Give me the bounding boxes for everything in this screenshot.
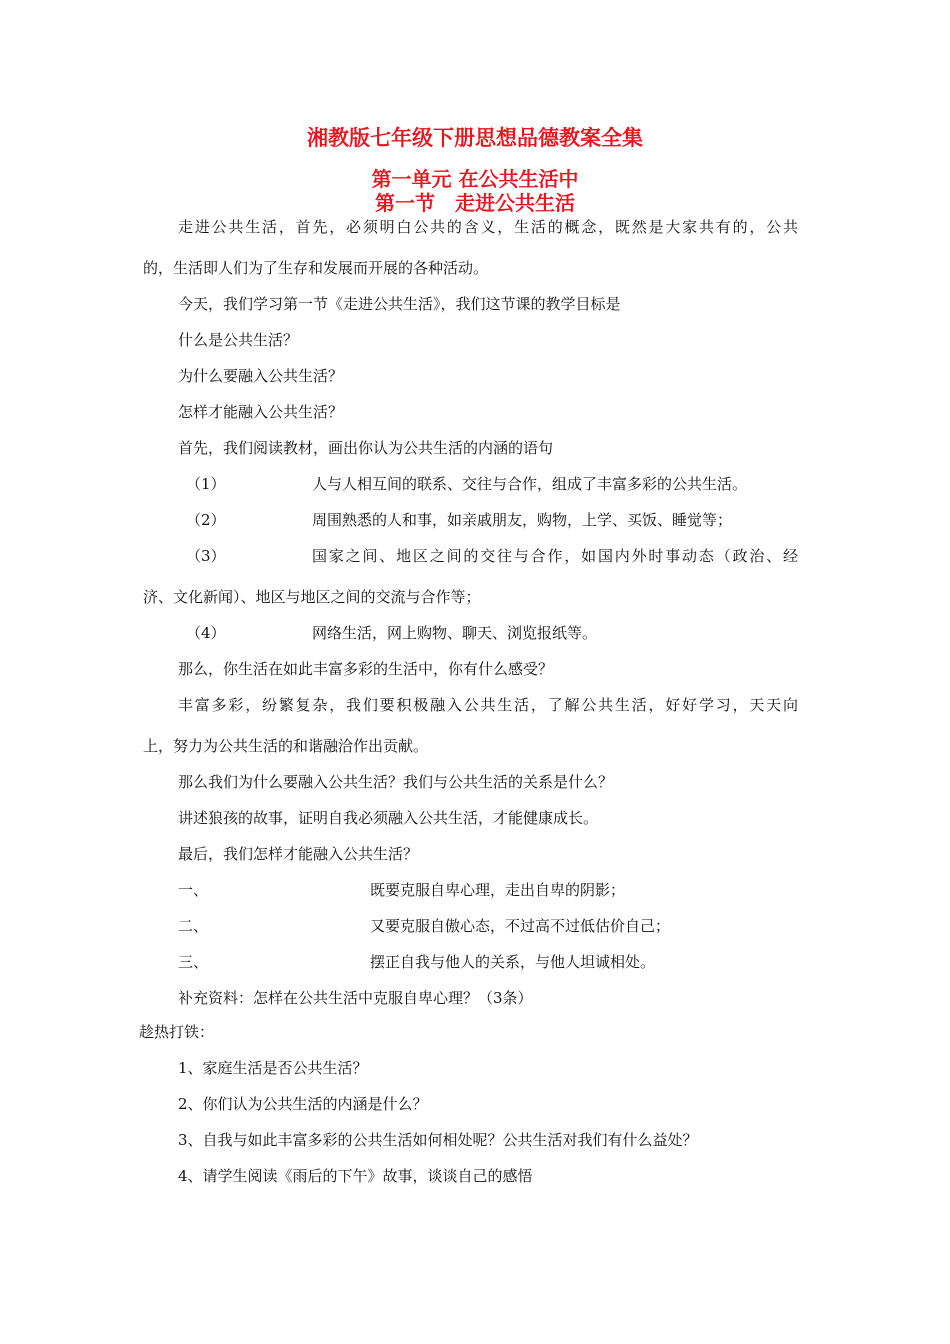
- list-item-number: （3）: [186, 547, 226, 565]
- practice-heading: 趁热打铁：: [139, 1023, 215, 1041]
- goal-item-2: 为什么要融入公共生活？: [178, 367, 344, 385]
- practice-item-4: 4、请学生阅读《雨后的下午》故事，谈谈自己的感悟: [178, 1167, 533, 1185]
- goal-item-1: 什么是公共生活？: [178, 331, 299, 349]
- document-title: 湘教版七年级下册思想品德教案全集: [307, 126, 643, 150]
- how-item-text: 又要克服自傲心态，不过高不过低估价自己；: [370, 917, 671, 935]
- reading-intro: 首先，我们阅读教材，画出你认为公共生活的内涵的语句: [178, 439, 554, 457]
- feeling-question: 那么，你生活在如此丰富多彩的生活中，你有什么感受？: [178, 660, 554, 678]
- why-question: 那么我们为什么要融入公共生活？我们与公共生活的关系是什么？: [178, 773, 614, 791]
- feeling-answer-line-2: 上，努力为公共生活的和谐融洽作出贡献。: [143, 737, 429, 755]
- goals-intro: 今天，我们学习第一节《走进公共生活》，我们这节课的教学目标是: [178, 295, 621, 313]
- list-item-text: 周围熟悉的人和事，如亲戚朋友，购物，上学、买饭、睡觉等；: [312, 511, 733, 529]
- supplement-note: 补充资料：怎样在公共生活中克服自卑心理？（3条）: [178, 989, 533, 1007]
- how-item-number: 一、: [178, 881, 209, 899]
- how-item-number: 二、: [178, 917, 209, 935]
- list-item-number: （4）: [186, 624, 226, 642]
- intro-paragraph-line-1: 走进公共生活，首先，必须明白公共的含义，生活的概念，既然是大家共有的，公共: [178, 218, 798, 236]
- section-title: 第一节 走进公共生活: [375, 191, 575, 215]
- list-item-number: （2）: [186, 511, 226, 529]
- list-item-text: 网络生活，网上购物、聊天、浏览报纸等。: [312, 624, 598, 642]
- why-answer: 讲述狼孩的故事，证明自我必须融入公共生活，才能健康成长。: [178, 809, 599, 827]
- intro-paragraph-line-2: 的，生活即人们为了生存和发展而开展的各种活动。: [143, 259, 489, 277]
- how-item-number: 三、: [178, 953, 209, 971]
- practice-item-1: 1、家庭生活是否公共生活？: [178, 1059, 368, 1077]
- feeling-answer-line-1: 丰富多彩，纷繁复杂，我们要积极融入公共生活，了解公共生活，好好学习，天天向: [178, 696, 798, 714]
- list-item-number: （1）: [186, 475, 226, 493]
- unit-title: 第一单元 在公共生活中: [371, 167, 579, 191]
- list-item-text: 人与人相互间的联系、交往与合作，组成了丰富多彩的公共生活。: [312, 475, 748, 493]
- goal-item-3: 怎样才能融入公共生活？: [178, 403, 344, 421]
- how-item-text: 既要克服自卑心理，走出自卑的阴影；: [370, 881, 626, 899]
- practice-item-3: 3、自我与如此丰富多彩的公共生活如何相处呢？公共生活对我们有什么益处？: [178, 1131, 698, 1149]
- how-question: 最后，我们怎样才能融入公共生活？: [178, 845, 419, 863]
- list-item-continuation: 济、文化新闻）、地区与地区之间的交流与合作等；: [143, 588, 481, 606]
- how-item-text: 摆正自我与他人的关系，与他人坦诚相处。: [370, 953, 656, 971]
- list-item-text: 国家之间、地区之间的交往与合作，如国内外时事动态（政治、经: [312, 547, 798, 565]
- practice-item-2: 2、你们认为公共生活的内涵是什么？: [178, 1095, 428, 1113]
